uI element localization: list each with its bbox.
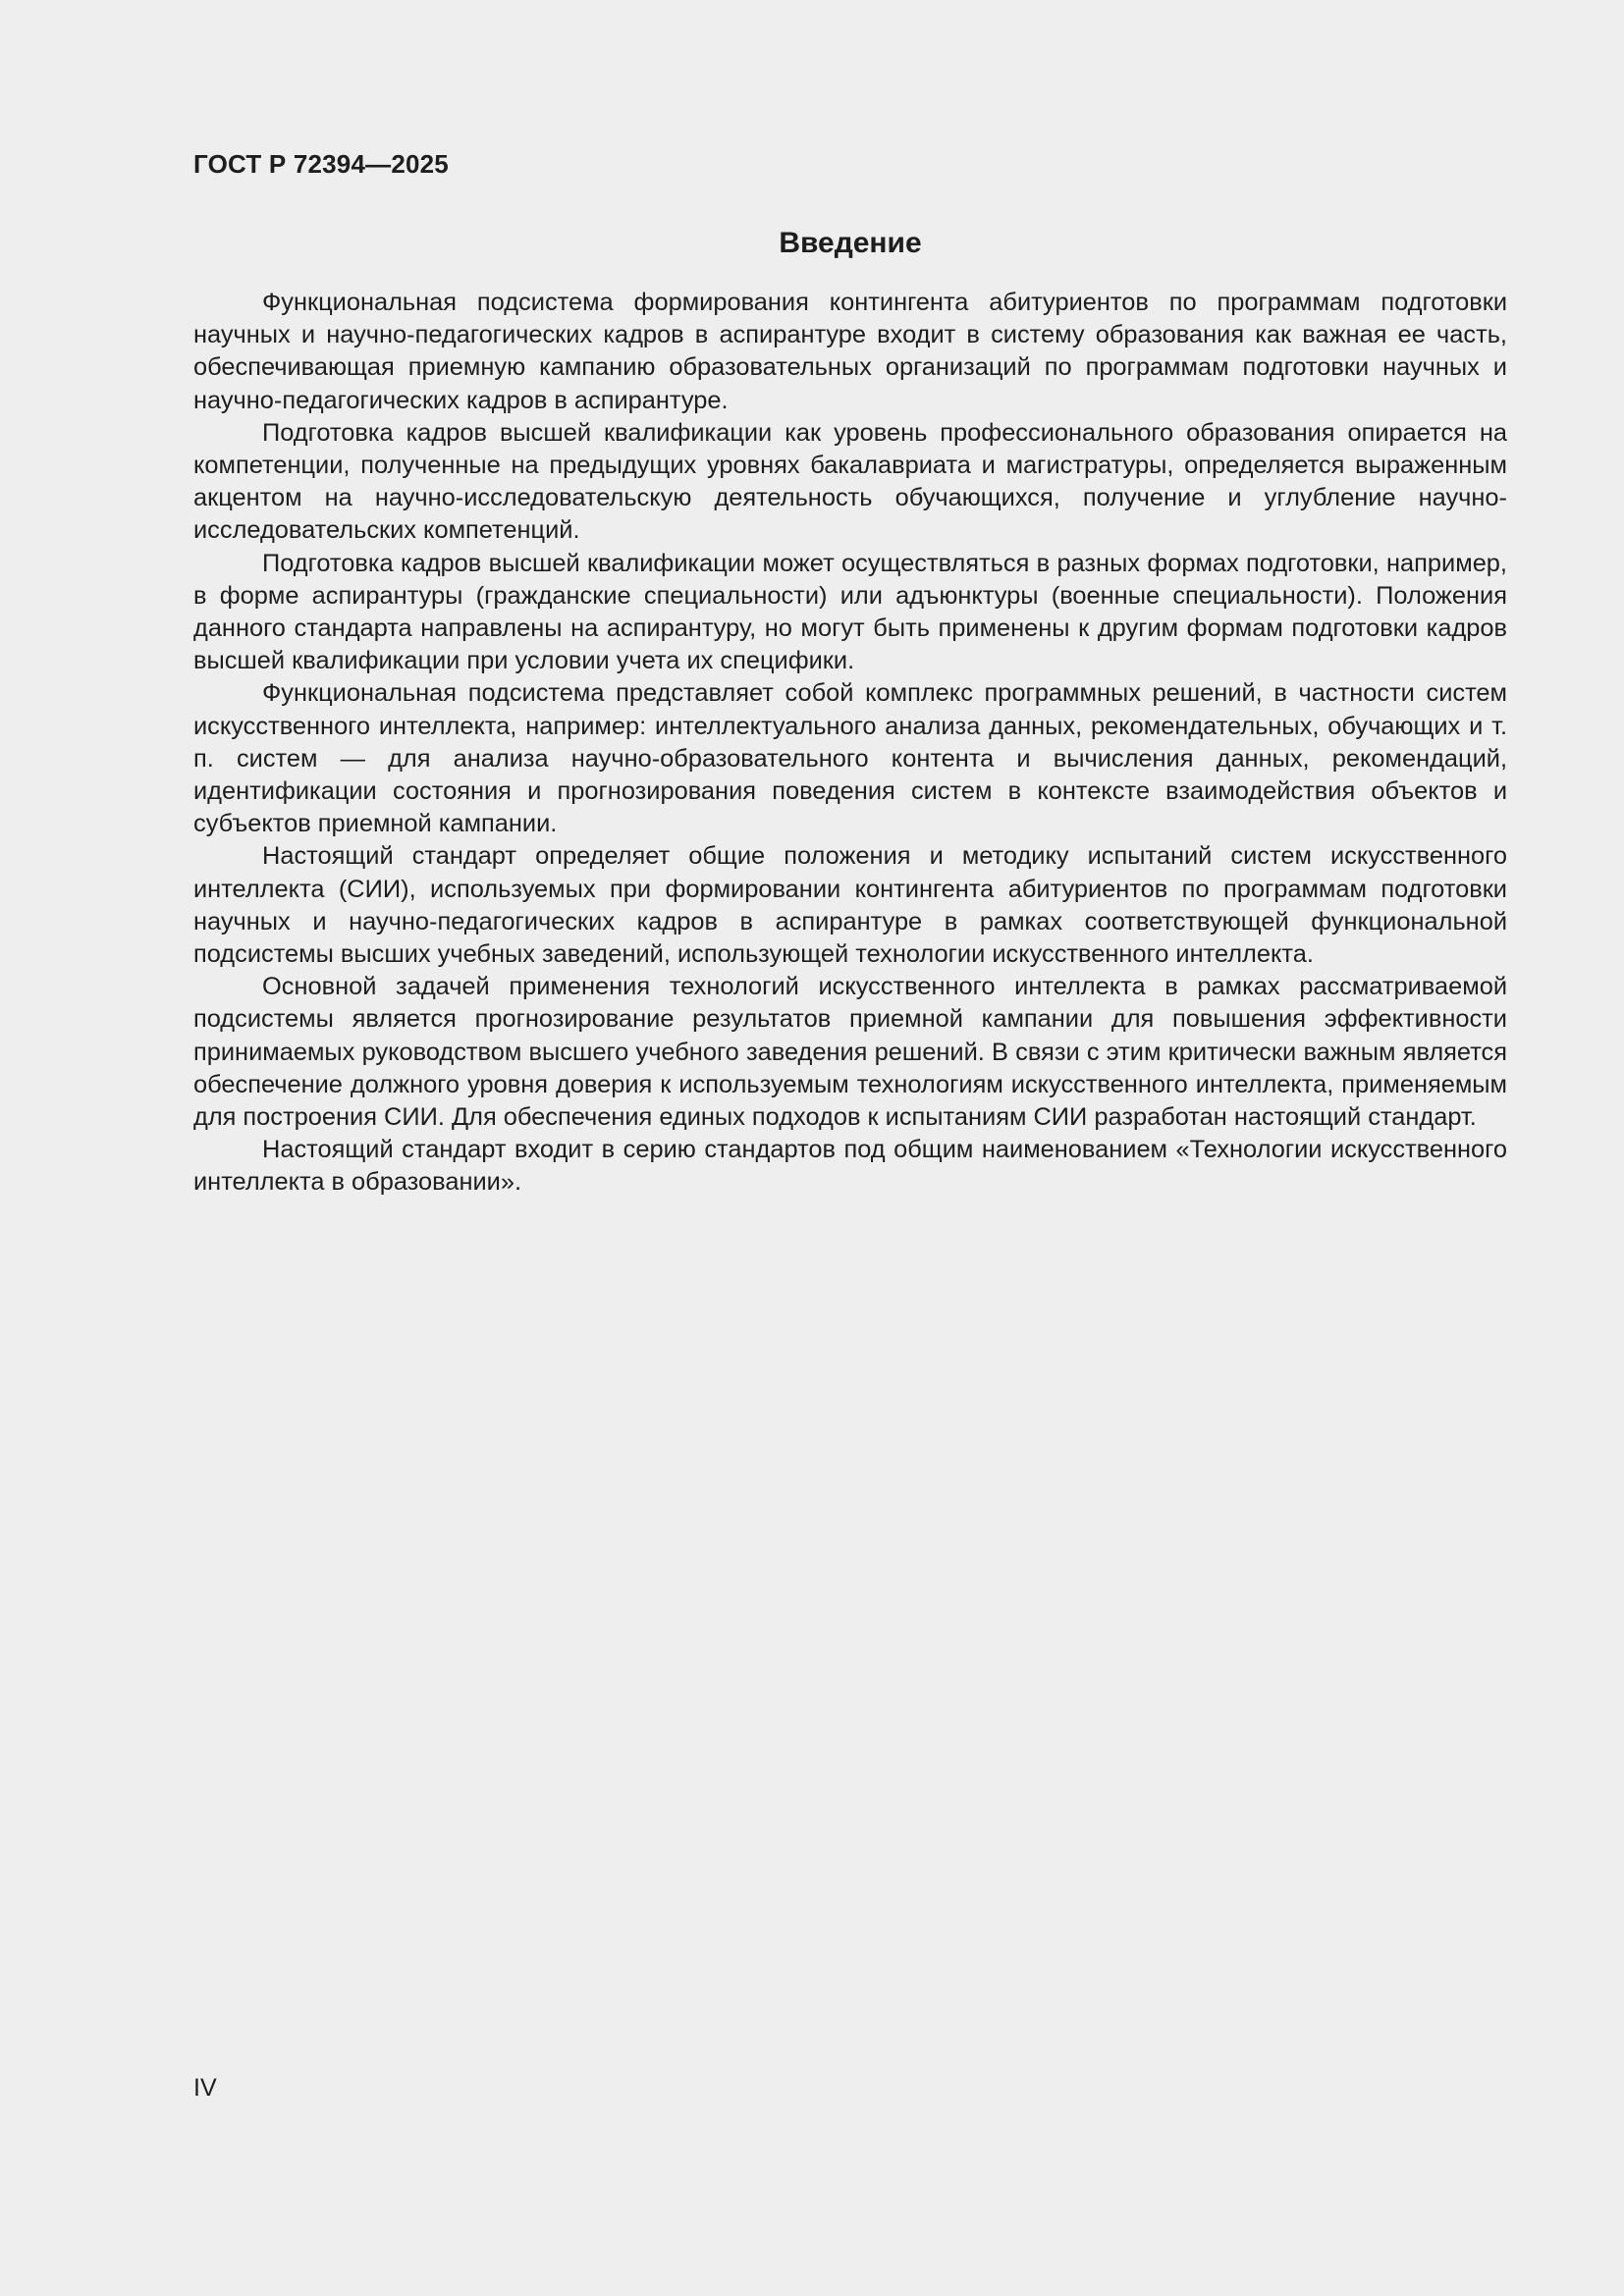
- paragraph-7: Настоящий стандарт входит в серию стандартов под общим наименованием «Технологии искусственного интеллекта в образовании».: [193, 1136, 1507, 1197]
- paragraph-1: Функциональная подсистема формирования контингента абитуриентов по программам подготовки научных и научно-педагогических кадров в аспирантуре входит в систему образования как важная ее часть, обеспечивающая приемную кампанию образовательных организаций по программам подготовки научных и научно-педагогических кадров в аспирантуре.: [193, 289, 1507, 414]
- paragraph-5: Настоящий стандарт определяет общие положения и методику испытаний систем искусственного интеллекта (СИИ), используемых при формировании контингента абитуриентов по программам подготовки научных и научно-педагогических кадров в аспирантуре в рамках соответствующей функциональной подсистемы высших учебных заведений, использующей технологии искусственного интеллекта.: [193, 842, 1507, 969]
- paragraph-4: Функциональная подсистема представляет собой комплекс программных решений, в частности систем искусственного интеллекта, например: интеллектуального анализа данных, рекомендательных, обучающих и т. п. систем — для анализа научно-образовательного контента и вычисления данных, рекомендаций, идентификации состояния и прогнозирования поведения систем в контексте взаимодействия объектов и субъектов приемной кампании.: [193, 679, 1507, 838]
- introduction-body: [193, 287, 1507, 1200]
- paragraph-6: Основной задачей применения технологий искусственного интеллекта в рамках рассматриваемой подсистемы является прогнозирование результатов приемной кампании для повышения эффективности принимаемых руководством высшего учебного заведения решений. В связи с этим критически важным является обеспечение должного уровня доверия к используемым технологиям искусственного интеллекта, применяемым для построения СИИ. Для обеспечения единых подходов к испытаниям СИИ разработан настоящий стандарт.: [193, 973, 1507, 1132]
- document-code-header: ГОСТ Р 72394—2025: [193, 149, 449, 179]
- section-title: Введение: [779, 227, 922, 259]
- paragraph-3: Подготовка кадров высшей квалификации может осуществляться в разных формах подготовки, например, в форме аспирантуры (гражданские специальности) или адъюнктуры (военные специальности). Положения данного стандарта направлены на аспирантуру, но могут быть применены к другим формам подготовки кадров высшей квалификации при условии учета их специфики.: [193, 549, 1507, 675]
- paragraph-2: Подготовка кадров высшей квалификации как уровень профессионального образования опирается на компетенции, полученные на предыдущих уровнях бакалавриата и магистратуры, определяется выраженным акцентом на научно-исследовательскую деятельность обучающихся, получение и углубление научно-исследовательских компетенций.: [193, 418, 1507, 545]
- page-number: IV: [193, 2074, 217, 2102]
